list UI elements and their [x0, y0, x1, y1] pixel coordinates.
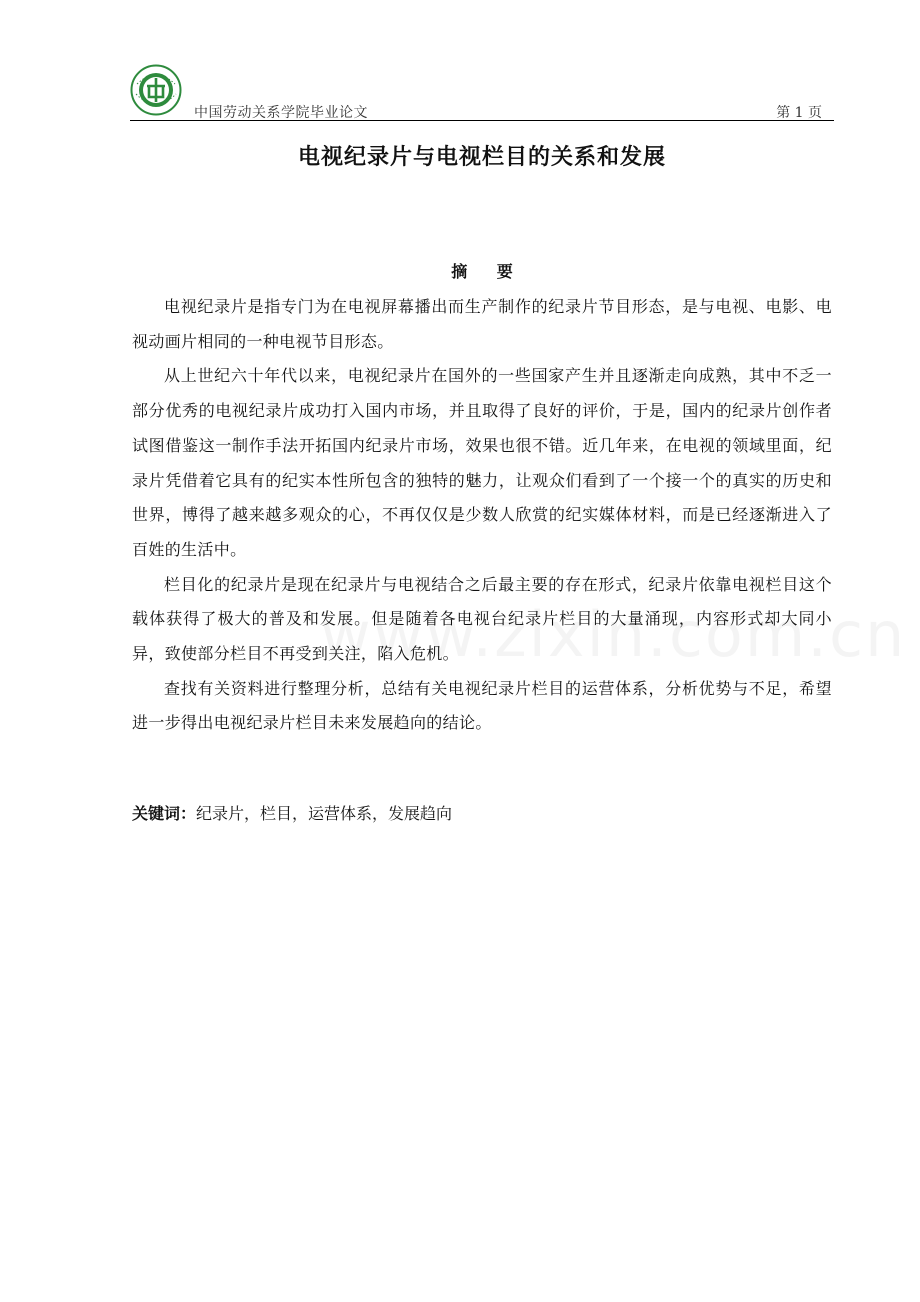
keywords-text: 纪录片，栏目，运营体系，发展趋向 [196, 804, 453, 823]
abstract-body [132, 290, 832, 741]
abstract-paragraph: 从上世纪六十年代以来，电视纪录片在国外的一些国家产生并且逐渐走向成熟，其中不乏一部分优秀的电视纪录片成功打入国内市场，并且取得了良好的评价，于是，国内的纪录片创作者试图借鉴这一制作手法开拓国内纪录片市场，效果也很不错。近几年来，在电视的领域里面，纪录片凭借着它具有的纪实本性所包含的独特的魅力，让观众们看到了一个接一个的真实的历史和世界，博得了越来越多观众的心，不再仅仅是少数人欣赏的纪实媒体材料，而是已经逐渐进入了百姓的生活中。 [132, 366, 832, 559]
abstract-paragraph: 查找有关资料进行整理分析，总结有关电视纪录片栏目的运营体系，分析优势与不足，希望进一步得出电视纪录片栏目未来发展趋向的结论。 [132, 678, 832, 733]
page-header [130, 64, 834, 122]
school-emblem-icon [130, 64, 182, 116]
header-page-number: 第 1 页 [776, 105, 822, 121]
header-school-name: 中国劳动关系学院毕业论文 [194, 105, 368, 121]
keywords-label: 关键词： [132, 804, 197, 823]
header-divider [130, 120, 834, 121]
abstract-paragraph: 电视纪录片是指专门为在电视屏幕播出而生产制作的纪录片节目形态，是与电视、电影、电视动画片相同的一种电视节目形态。 [132, 297, 832, 351]
abstract-heading: 摘 要 [451, 262, 525, 281]
document-title: 电视纪录片与电视栏目的关系和发展 [297, 145, 666, 170]
abstract-paragraph: 栏目化的纪录片是现在纪录片与电视结合之后最主要的存在形式，纪录片依靠电视栏目这个载体获得了极大的普及和发展。但是随着各电视台纪录片栏目的大量涌现，内容形式却大同小异，致使部分栏目不再受到关注，陷入危机。 [132, 574, 832, 664]
keywords-line [132, 797, 452, 831]
